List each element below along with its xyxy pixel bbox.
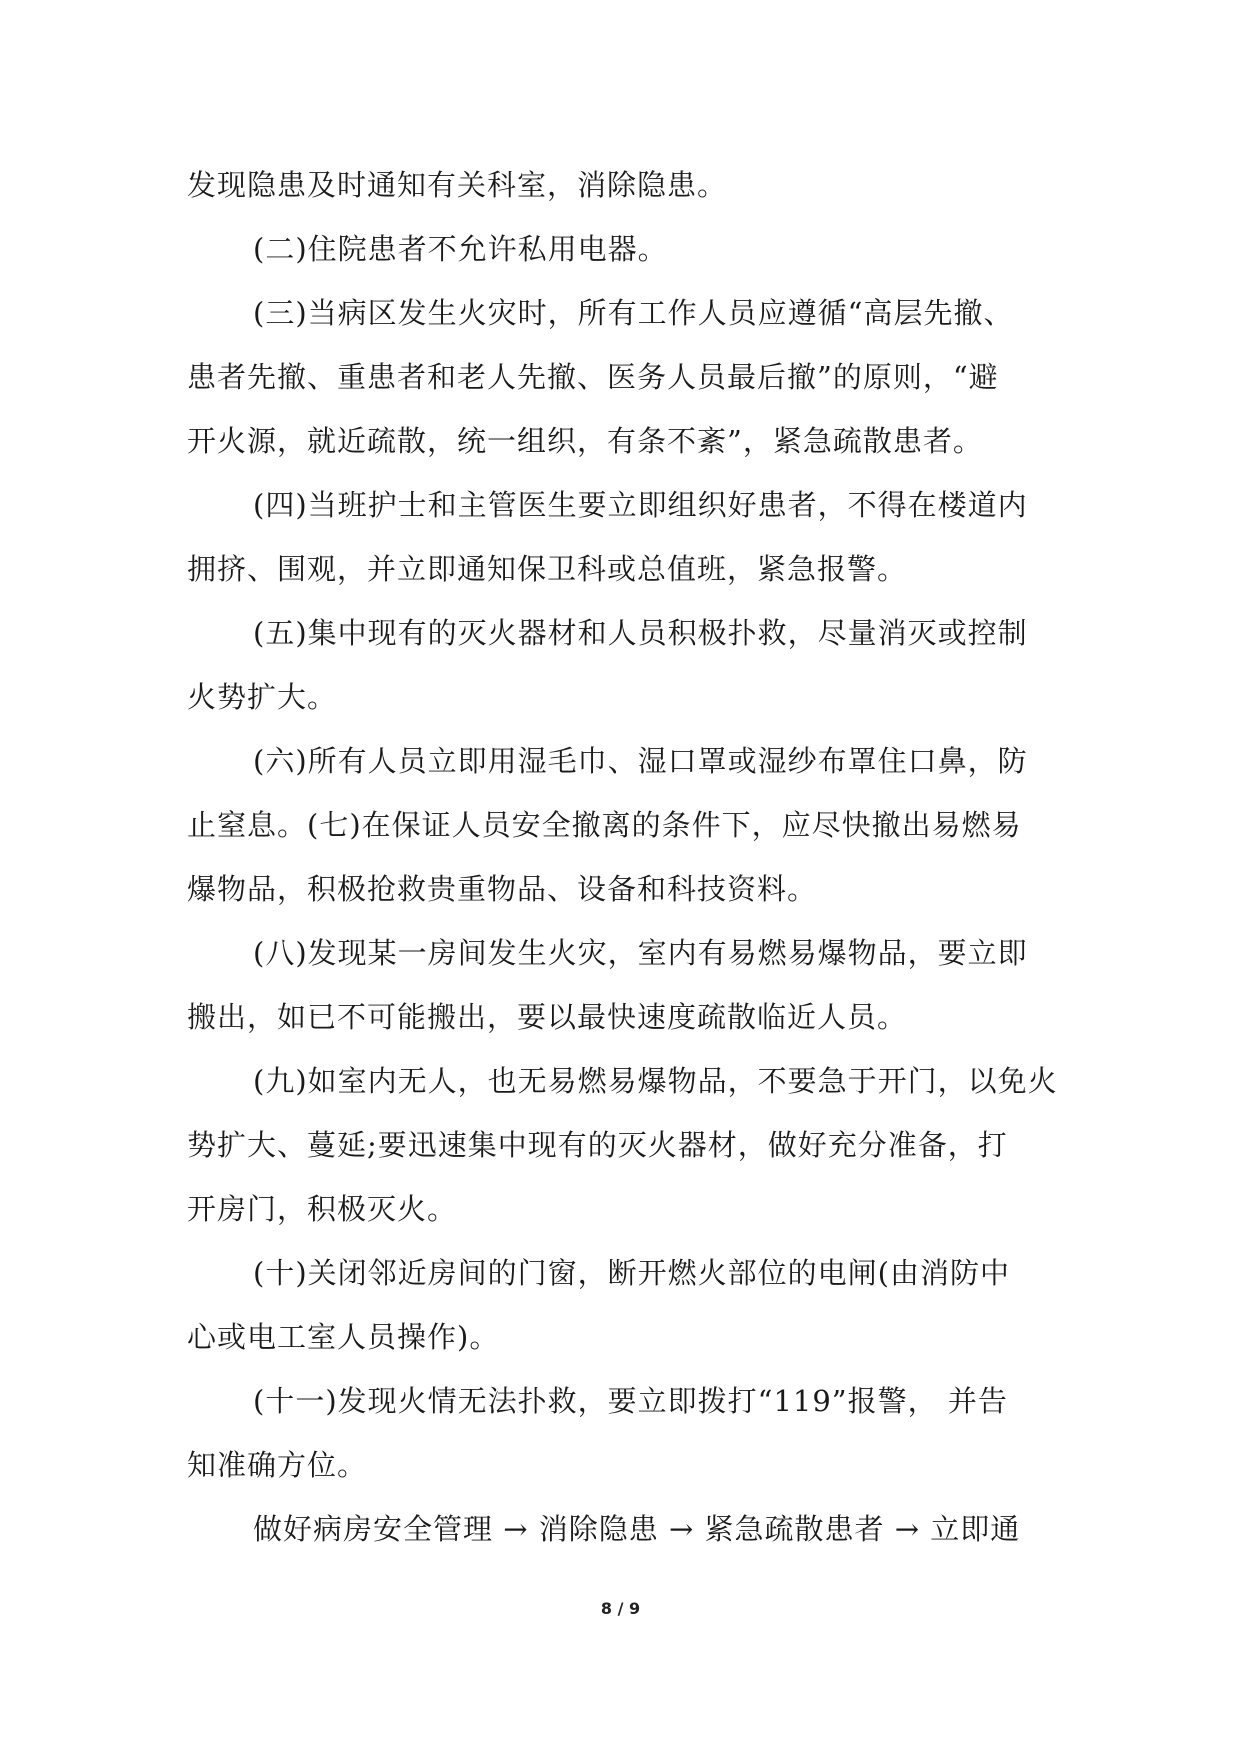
body-line-9: 火势扩大。	[187, 680, 338, 714]
body-line-11: 止窒息。(七)在保证人员安全撤离的条件下，应尽快撤出易燃易	[187, 808, 1022, 842]
body-line-6: (四)当班护士和主管医生要立即组织好患者，不得在楼道内	[253, 488, 1028, 522]
body-line-8: (五)集中现有的灭火器材和人员积极扑救，尽量消灭或控制	[253, 616, 1028, 650]
body-line-1: 发现隐患及时通知有关科室，消除隐患。	[187, 168, 728, 202]
page-number: 8 / 9	[600, 1599, 641, 1618]
body-line-22: 做好病房安全管理 → 消除隐患 → 紧急疏散患者 → 立即通	[253, 1512, 1021, 1546]
body-line-10: (六)所有人员立即用湿毛巾、湿口罩或湿纱布罩住口鼻，防	[253, 744, 1028, 778]
document-body	[187, 153, 1067, 1561]
body-line-17: 开房门，积极灭火。	[187, 1192, 458, 1226]
body-line-19: 心或电工室人员操作)。	[187, 1320, 500, 1354]
body-line-2: (二)住院患者不允许私用电器。	[253, 232, 668, 266]
body-line-4: 患者先撤、重患者和老人先撤、医务人员最后撤”的原则，“避	[187, 360, 999, 394]
body-line-3: (三)当病区发生火灾时，所有工作人员应遵循“高层先撤、	[253, 296, 1014, 330]
body-line-7: 拥挤、围观，并立即通知保卫科或总值班，紧急报警。	[187, 552, 908, 586]
body-line-5: 开火源，就近疏散，统一组织，有条不紊”，紧急疏散患者。	[187, 424, 983, 458]
body-line-14: 搬出，如已不可能搬出，要以最快速度疏散临近人员。	[187, 1000, 908, 1034]
body-line-18: (十)关闭邻近房间的门窗，断开燃火部位的电闸(由消防中	[253, 1256, 1010, 1290]
body-line-20: (十一)发现火情无法扑救，要立即拨打“119”报警， 并告	[253, 1384, 1008, 1418]
body-line-13: (八)发现某一房间发生火灾，室内有易燃易爆物品，要立即	[253, 936, 1028, 970]
body-line-12: 爆物品，积极抢救贵重物品、设备和科技资料。	[187, 872, 818, 906]
body-line-15: (九)如室内无人，也无易燃易爆物品，不要急于开门，以免火	[253, 1064, 1058, 1098]
body-line-21: 知准确方位。	[187, 1448, 368, 1482]
body-line-16: 势扩大、蔓延;要迅速集中现有的灭火器材，做好充分准备，打	[187, 1128, 1008, 1162]
